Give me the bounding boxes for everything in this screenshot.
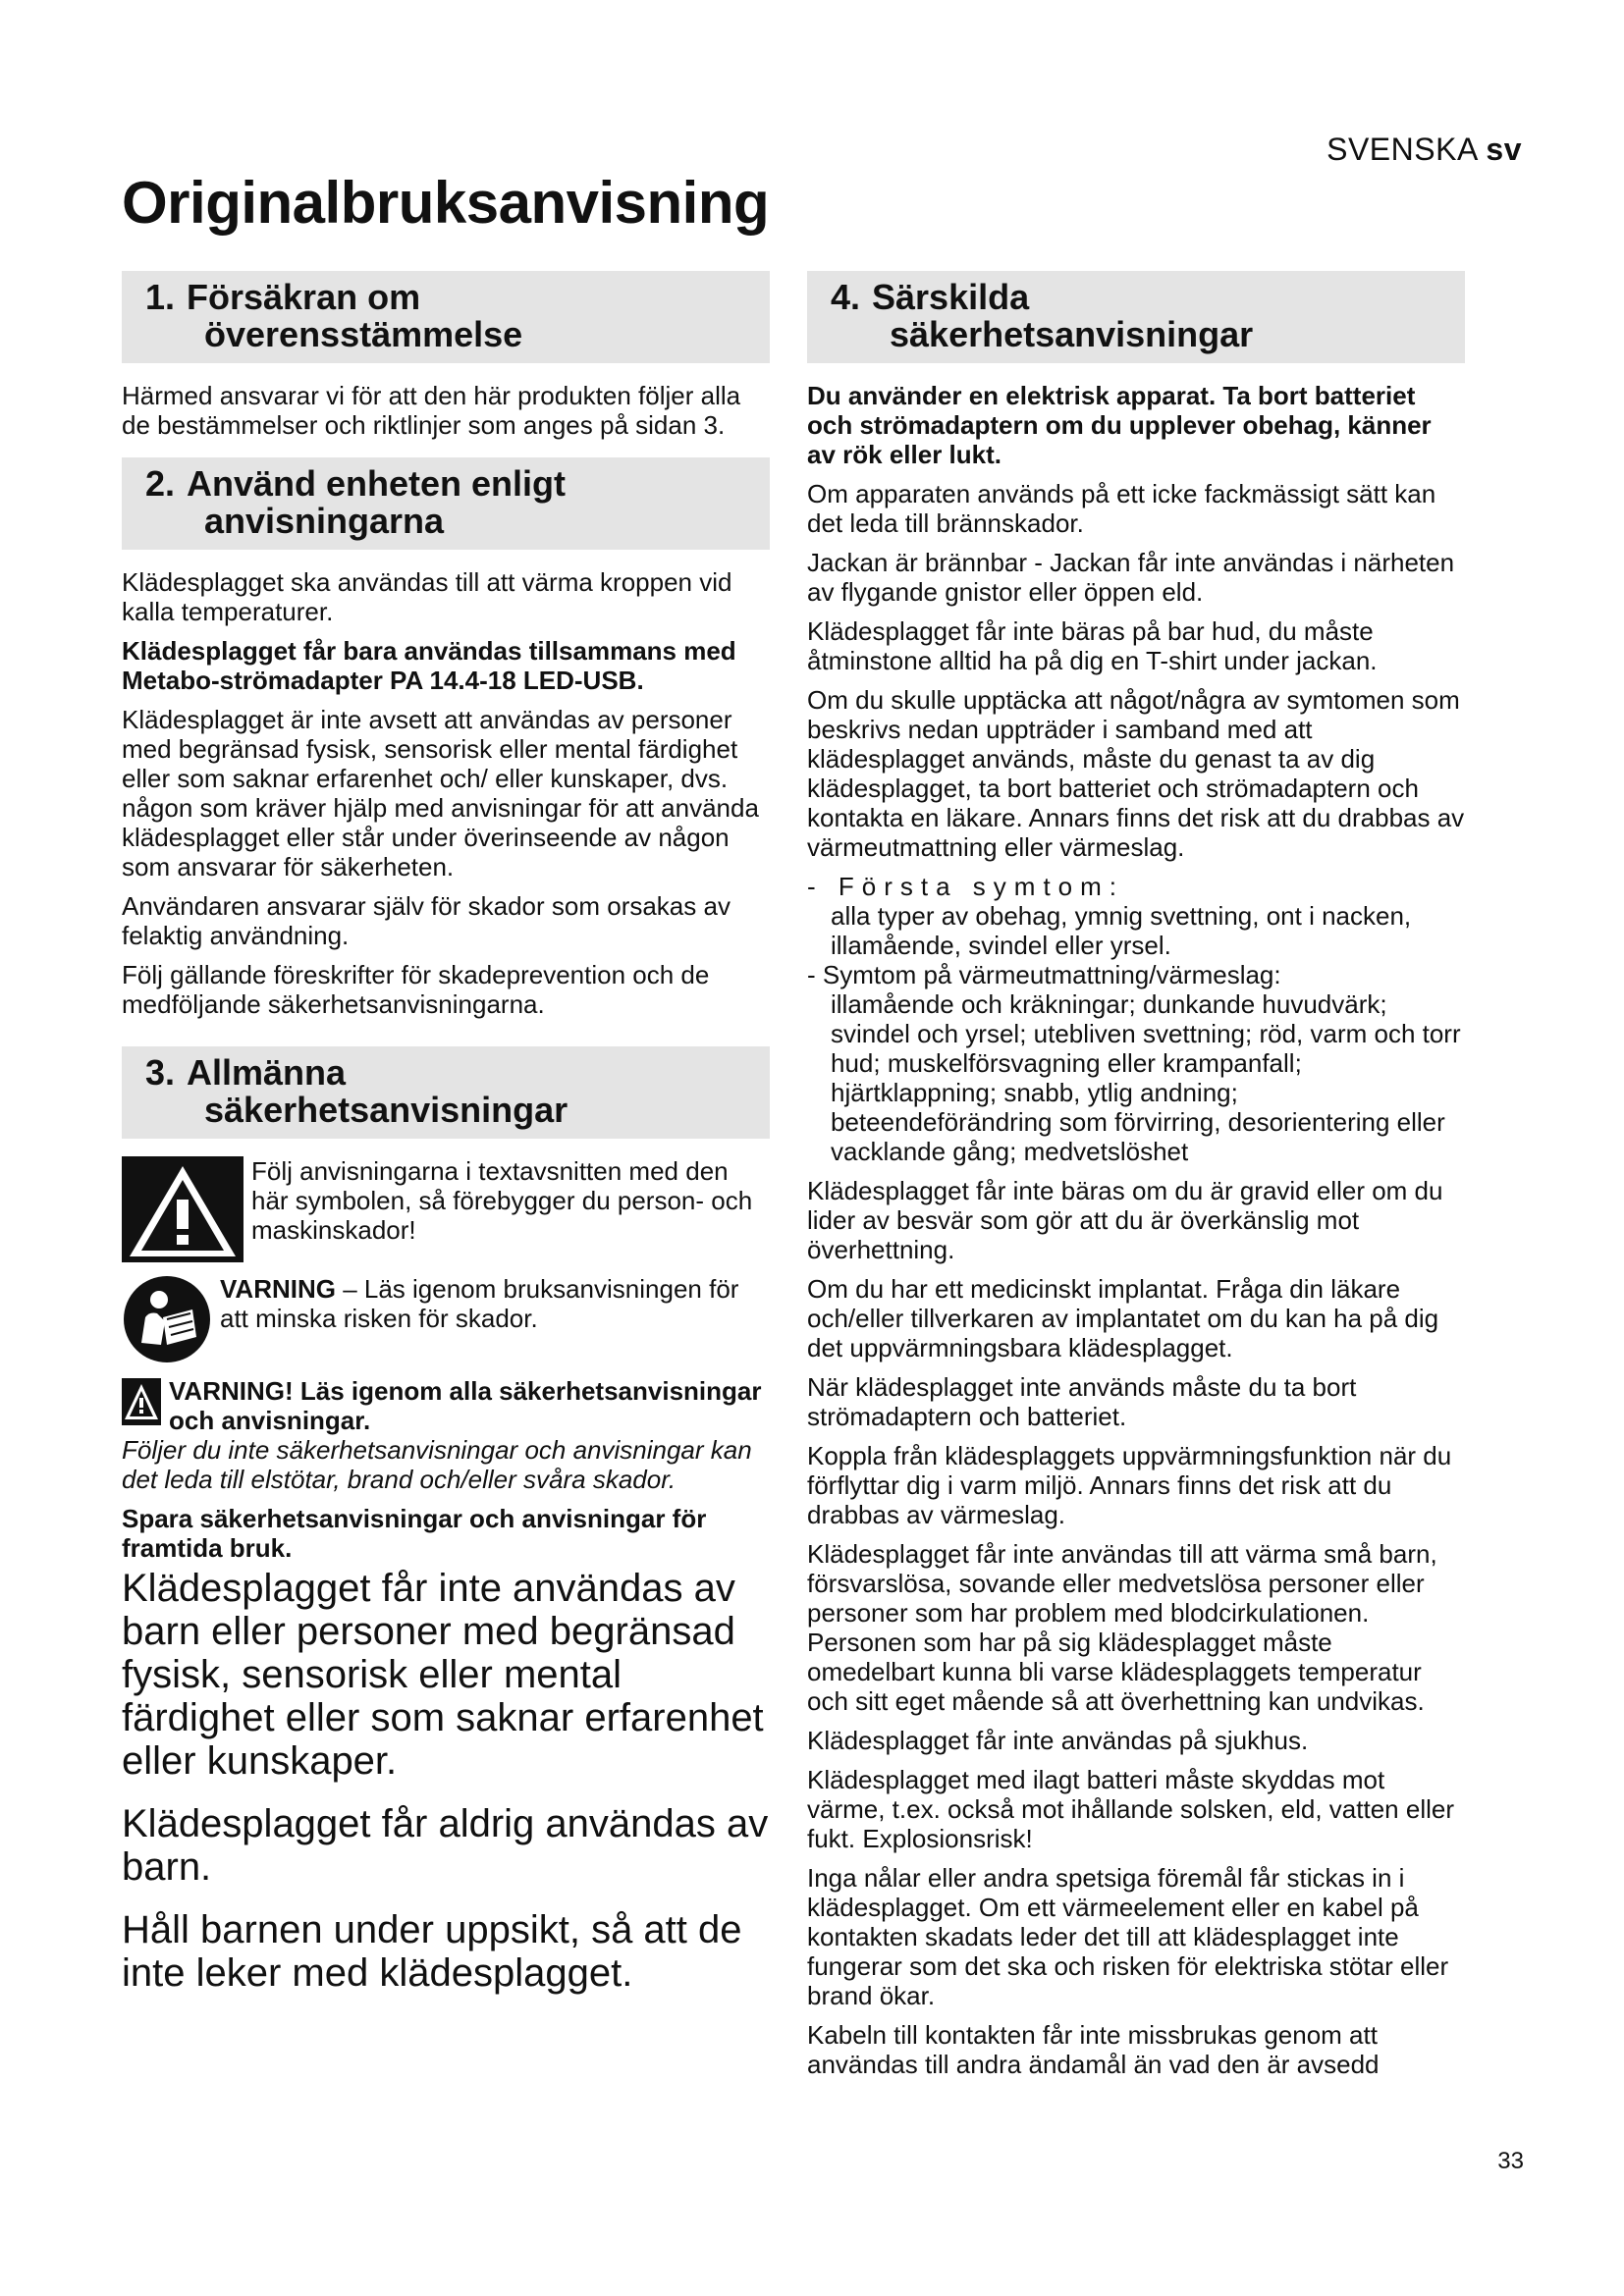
section-2-heading (122, 457, 770, 550)
section-2-title-line1: Använd enheten enligt (187, 463, 567, 504)
section-4-paragraph-11: Klädesplagget med ilagt batteri måste skyddas mot värme, t.ex. också mot ihållande solsken, eld, vatten eller fukt. Explosionsrisk! (807, 1765, 1454, 1853)
right-column (807, 271, 1465, 2089)
section-2-paragraph-2: Klädesplagget får bara användas tillsammans med Metabo-strömadapter PA 14.4-18 LED-USB. (122, 636, 736, 695)
warning-title-row (122, 1376, 770, 1435)
section-4-paragraph-3: Klädesplagget får inte bäras på bar hud, du måste åtminstone alltid ha på dig en T-shirt under jackan. (807, 616, 1378, 675)
section-4-paragraph-5: Klädesplagget får inte bäras om du är gravid eller om du lider av besvär som gör att du är överkänslig mot överhettning. (807, 1176, 1443, 1264)
page-number: 33 (1497, 2148, 1524, 2174)
section-1-title-line1: Försäkran om (187, 277, 421, 317)
section-2-paragraph-4: Användaren ansvarar själv för skador som orsakas av felaktig användning. (122, 891, 731, 950)
section-3-number: 3. (145, 1052, 176, 1093)
section-4-paragraph-9: Klädesplagget får inte användas till att värma små barn, försvarslösa, sovande eller medvetslösa personer eller personer som har problem med blodcirkulationen. Personen som har på sig klädesplagget måste omedelbart kunna bli varse klädesplaggets temperatur och sitt eget mående så att överhettning kan undvikas. (807, 1539, 1437, 1716)
language-tag (1326, 132, 1522, 168)
big-warning-1: Klädesplagget får inte användas av barn eller personer med begränsad fysisk, sensorisk eller mental färdighet eller som saknar erfarenhet eller kunskaper. (122, 1567, 764, 1783)
warning-2-title: VARNING! Läs igenom alla säkerhetsanvisningar och anvisningar. (169, 1376, 762, 1435)
section-4-paragraph-1: Om apparaten används på ett icke fackmässigt sätt kan det leda till brännskador. (807, 479, 1436, 538)
symbol-note-text: Följ anvisningarna i textavsnitten med den här symbolen, så förebygger du person- och maskinskador! (251, 1156, 753, 1245)
section-4-title-line1: Särskilda (872, 277, 1030, 317)
section-3-title-line2: säkerhetsanvisningar (204, 1090, 568, 1130)
warning-2-text: Följer du inte säkerhetsanvisningar och anvisningar kan det leda till elstötar, brand och/eller svåra skador. (122, 1435, 752, 1494)
section-4-heading (807, 271, 1465, 363)
list-item-2-label: - Symtom på värmeutmattning/värmeslag: (807, 960, 1281, 989)
warning-label: VARNING (220, 1274, 336, 1304)
section-4-intro: Du använder en elektrisk apparat. Ta bort batteriet och strömadaptern om du upplever obehag, känner av rök eller lukt. (807, 381, 1432, 469)
left-column (122, 271, 770, 2014)
list-item-1-text: alla typer av obehag, ymnig svettning, ont i nacken, illamående, svindel eller yrsel. (831, 901, 1412, 960)
read-manual-note (122, 1274, 770, 1364)
language-code: sv (1486, 132, 1522, 167)
warning-block (122, 1376, 770, 1494)
warning-triangle-icon (122, 1156, 244, 1262)
list-item-heat-symptoms (807, 960, 1465, 1166)
section-3-title-line1: Allmänna (187, 1052, 347, 1093)
section-4-paragraph-13: Kabeln till kontakten får inte missbrukas genom att användas till andra ändamål än vad den är avsedd (807, 2020, 1380, 2079)
list-item-2-text: illamående och kräkningar; dunkande huvudvärk; svindel och yrsel; utebliven svettning; röd, varm och torr hud; muskelförsvagning eller krampanfall; hjärtklappning; snabb, ytlig andning; beteendeförändring som förvirring, desorientering eller vacklande gång; medvetslöshet (831, 989, 1461, 1166)
symbol-note (122, 1156, 770, 1262)
language-label: SVENSKA (1326, 132, 1478, 167)
section-4-paragraph-7: När klädesplagget inte används måste du ta bort strömadaptern och batteriet. (807, 1372, 1357, 1431)
read-manual-text (220, 1274, 770, 1333)
section-4-paragraph-8: Koppla från klädesplaggets uppvärmningsfunktion när du förflyttar dig i varm miljö. Annars finns det risk att du drabbas av värmeslag. (807, 1441, 1452, 1529)
section-1-paragraph: Härmed ansvarar vi för att den här produkten följer alla de bestämmelser och riktlinjer som anges på sidan 3. (122, 381, 741, 440)
warning-text: – Läs igenom bruksanvisningen för att minska risken för skador. (220, 1274, 739, 1333)
section-4-paragraph-2: Jackan är brännbar - Jackan får inte användas i närheten av flygande gnistor eller öppen eld. (807, 548, 1455, 607)
section-2-number: 2. (145, 463, 176, 504)
section-2-paragraph-3: Klädesplagget är inte avsett att användas av personer med begränsad fysisk, sensorisk eller mental färdighet eller som saknar erfarenhet och/ eller kunskaper, dvs. någon som kräver hjälp med anvisningar för att använda klädesplagget eller står under överinseende av någon som ansvarar för säkerheten. (122, 705, 759, 881)
section-4-paragraph-4: Om du skulle upptäcka att något/några av symtomen som beskrivs nedan uppträder i samband med att klädesplagget används, måste du genast ta av dig klädesplagget, ta bort batteriet och strömadaptern och kontakta en läkare. Annars finns det risk att du drabbas av värmeutmattning eller värmeslag. (807, 685, 1465, 862)
section-4-title-line2: säkerhetsanvisningar (890, 314, 1254, 354)
big-warning-3: Håll barnen under uppsikt, så att de inte leker med klädesplagget. (122, 1908, 742, 1995)
section-2-title-line2: anvisningarna (204, 501, 445, 541)
section-4-paragraph-6: Om du har ett medicinskt implantat. Fråga din läkare och/eller tillverkaren av implantatet om du kan ha på dig det uppvärmningsbara klädesplagget. (807, 1274, 1439, 1362)
section-4-paragraph-12: Inga nålar eller andra spetsiga föremål får stickas in i klädesplagget. Om ett värmeelement eller en kabel på kontakten skadats leder det till att klädesplagget inte fungerar som det ska och risken för elektriska stötar eller brand ökar. (807, 1863, 1449, 2010)
section-3-heading (122, 1046, 770, 1139)
section-1-number: 1. (145, 277, 176, 317)
section-2-paragraph-1: Klädesplagget ska användas till att värma kroppen vid kalla temperaturer. (122, 567, 732, 626)
warning-triangle-small-icon (122, 1378, 161, 1425)
section-1-heading (122, 271, 770, 363)
section-1-title-line2: överensstämmelse (204, 314, 523, 354)
section-4-paragraph-10: Klädesplagget får inte användas på sjukhus. (807, 1726, 1309, 1755)
read-manual-icon (122, 1274, 212, 1364)
section-4-number: 4. (831, 277, 861, 317)
list-item-first-symptoms (807, 872, 1465, 960)
save-instructions: Spara säkerhetsanvisningar och anvisningar för framtida bruk. (122, 1504, 707, 1563)
big-warning-2: Klädesplagget får aldrig användas av barn. (122, 1802, 769, 1889)
list-item-1-label: - Första symtom: (807, 872, 1125, 901)
page-title: Originalbruksanvisning (122, 170, 770, 236)
section-2-paragraph-5: Följ gällande föreskrifter för skadeprevention och de medföljande säkerhetsanvisningarna. (122, 960, 710, 1019)
